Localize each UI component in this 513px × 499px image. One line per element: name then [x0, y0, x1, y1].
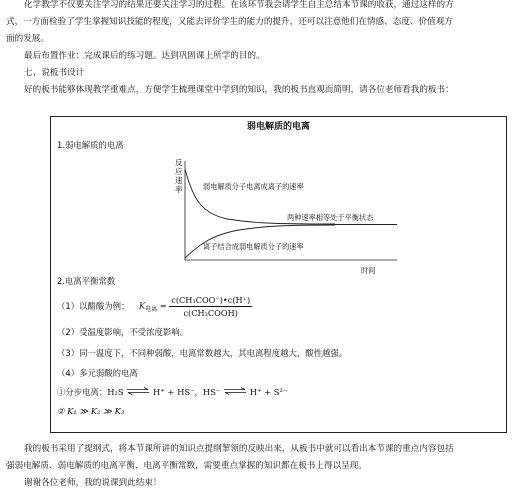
constant-item-4: （4）多元弱酸的电离	[57, 368, 138, 378]
reaction-rate-graph	[175, 157, 401, 277]
ionization-constant-formula	[139, 295, 252, 318]
stepwise-ionization	[57, 386, 287, 398]
board-section-1: 1.弱电解质的电离	[57, 140, 124, 150]
x-axis-label: 时间	[361, 266, 376, 275]
outro-line-2: 强弱电解质、弱电解质的电离平衡、电离平衡常数，需要重点掌握的知识都在板书上得以呈现。	[6, 461, 367, 471]
equilibrium-label: 两种速率相等处于平衡状态	[287, 213, 374, 222]
board-section-2: 2.电离平衡常数	[57, 276, 116, 286]
outro-line-3: 谢谢各位老师，我的说课到此结束！	[24, 478, 162, 488]
formula-numerator: c(CH₃COO⁻)•c(H⁺)	[171, 295, 251, 305]
formula-k-subscript: 电离	[145, 306, 158, 314]
constant-item-1: （1）以醋酸为例：	[57, 301, 130, 311]
y-label-2: 应	[175, 167, 183, 176]
y-label-3: 速	[175, 176, 183, 185]
stepwise-end: H⁺ + S²⁻	[249, 387, 288, 397]
constant-item-3: （3）同一温度下，不同种弱酸，电离常数越大，其电离程度越大，酸性越强。	[57, 348, 348, 358]
board-intro-line: 好的板书能够体现教学重难点，方便学生梳理课堂中学到的知识，我的板书直观而简明，请各位老师看我的板书：	[24, 85, 454, 95]
y-label-1: 反	[175, 158, 183, 167]
section-heading: 七、说板书设计	[24, 68, 85, 78]
blackboard-box	[50, 116, 507, 433]
constant-item-2: （2）受温度影响，不受浓度影响。	[57, 327, 188, 337]
constant-order: ② K₁ ≫ K₂ ≫ K₃	[57, 406, 125, 416]
forward-rate-label: 弱电解质分子电离成离子的速率	[203, 182, 304, 191]
formula-k: K	[139, 300, 146, 311]
stepwise-middle: H⁺ + HS⁻，HS⁻	[153, 387, 221, 397]
board-title: 弱电解质的电离	[246, 122, 310, 132]
equilibrium-arrow-icon	[126, 387, 150, 395]
formula-equals: =	[159, 300, 167, 311]
equilibrium-arrow-icon	[223, 387, 247, 395]
intro-line-3: 面的发展。	[6, 34, 49, 44]
intro-line-2: 式，一方面检验了学生掌握知识技能的程度，又能去评价学生的能力的提升，还可以注意他们在情感、态度、价值观方	[6, 17, 453, 27]
formula-denominator: c(CH₃COOH)	[183, 308, 238, 318]
reverse-rate-label: 离子结合成弱电解质分子的速率	[203, 242, 304, 251]
stepwise-prefix: ①分步电离：H₂S	[57, 387, 124, 397]
y-label-4: 率	[175, 185, 183, 194]
formula-fraction	[169, 295, 252, 318]
outro-line-1: 我的板书采用了提纲式，将本节课所讲的知识点提纲挈领的反映出来，从板书中就可以看出本节课的重点内容包括	[24, 444, 454, 454]
intro-line-1: 化学教学不仅要关注学习的结果还要关注学习的过程。在该环节我会请学生自主总结本节课的收获，通过这样的方	[24, 0, 454, 10]
homework-line: 最后布置作业：完成课后的练习题。达到巩固课上所学的目的。	[24, 51, 265, 61]
